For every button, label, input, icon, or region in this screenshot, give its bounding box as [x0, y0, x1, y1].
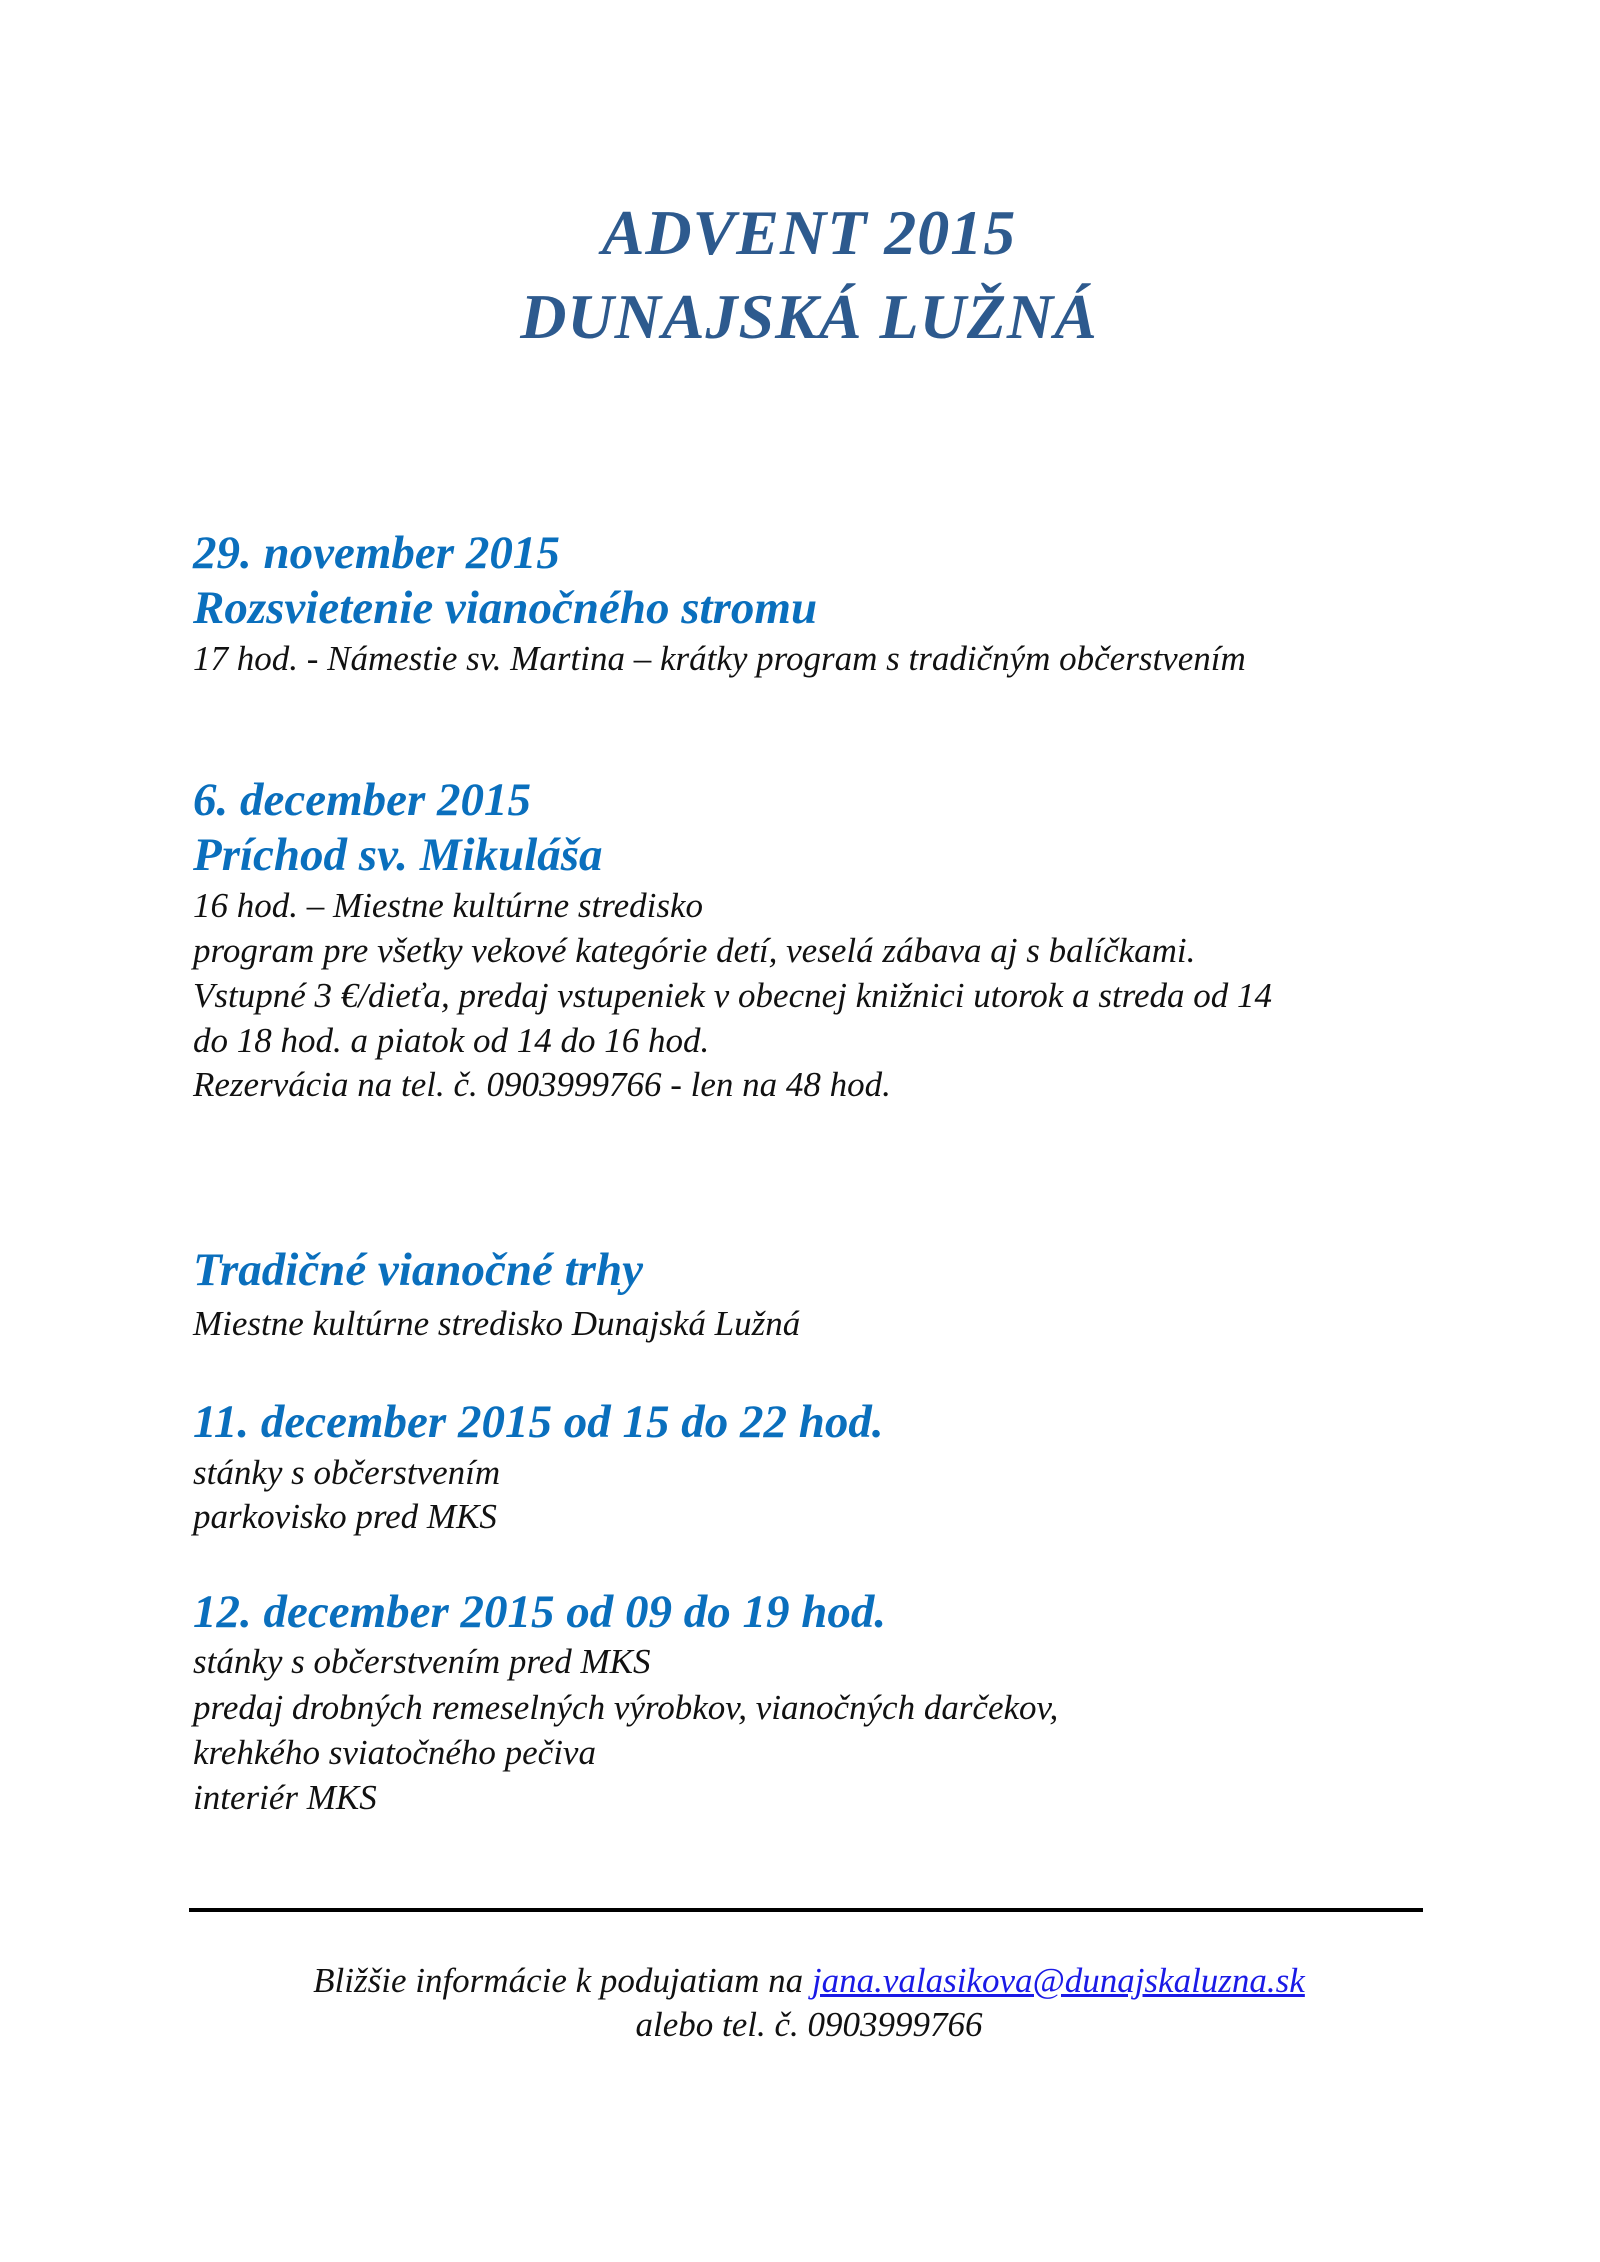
market-day-1-detail: parkovisko pred MKS	[193, 1497, 497, 1536]
event-2-detail: Rezervácia na tel. č. 0903999766 - len na 48 hod.	[193, 1065, 891, 1104]
event-2-date: 6. december 2015	[193, 774, 532, 826]
market-day-2-date: 12. december 2015 od 09 do 19 hod.	[193, 1586, 887, 1638]
event-2-detail: program pre všetky vekové kategórie detí, veselá zábava aj s balíčkami.	[193, 931, 1196, 970]
market-title: Tradičné vianočné trhy	[193, 1244, 643, 1296]
divider	[189, 1908, 1423, 1912]
footer-phone: alebo tel. č. 0903999766	[635, 2005, 983, 2044]
event-2-detail: 16 hod. – Miestne kultúrne stredisko	[193, 886, 704, 925]
market-day-1-date: 11. december 2015 od 15 do 22 hod.	[193, 1396, 884, 1448]
event-2-detail: Vstupné 3 €/dieťa, predaj vstupeniek v obecnej knižnici utorok a streda od 14	[193, 976, 1273, 1015]
event-1-name: Rozsvietenie vianočného stromu	[193, 582, 818, 634]
event-2-detail: do 18 hod. a piatok od 14 do 16 hod.	[193, 1021, 710, 1060]
email-link[interactable]: jana.valasikova@dunajskaluzna.sk	[811, 1961, 1305, 2000]
market-place: Miestne kultúrne stredisko Dunajská Lužná	[193, 1304, 801, 1343]
footer-info-text: Bližšie informácie k podujatiam na	[313, 1961, 812, 2000]
event-2-name: Príchod sv. Mikuláša	[193, 829, 603, 881]
market-day-1-detail: stánky s občerstvením	[193, 1453, 501, 1492]
market-day-2-detail: interiér MKS	[193, 1778, 377, 1817]
market-day-2-detail: stánky s občerstvením pred MKS	[193, 1642, 651, 1681]
title-line-1: ADVENT 2015	[601, 197, 1017, 268]
market-day-2-detail: predaj drobných remeselných výrobkov, vianočných darčekov,	[193, 1688, 1059, 1727]
market-day-2-detail: krehkého sviatočného pečiva	[193, 1733, 596, 1772]
event-1-date: 29. november 2015	[193, 527, 560, 579]
event-1-detail: 17 hod. - Námestie sv. Martina – krátky program s tradičným občerstvením	[193, 639, 1246, 678]
title-line-2: DUNAJSKÁ LUŽNÁ	[520, 281, 1098, 352]
footer-info	[0, 1959, 1600, 2003]
